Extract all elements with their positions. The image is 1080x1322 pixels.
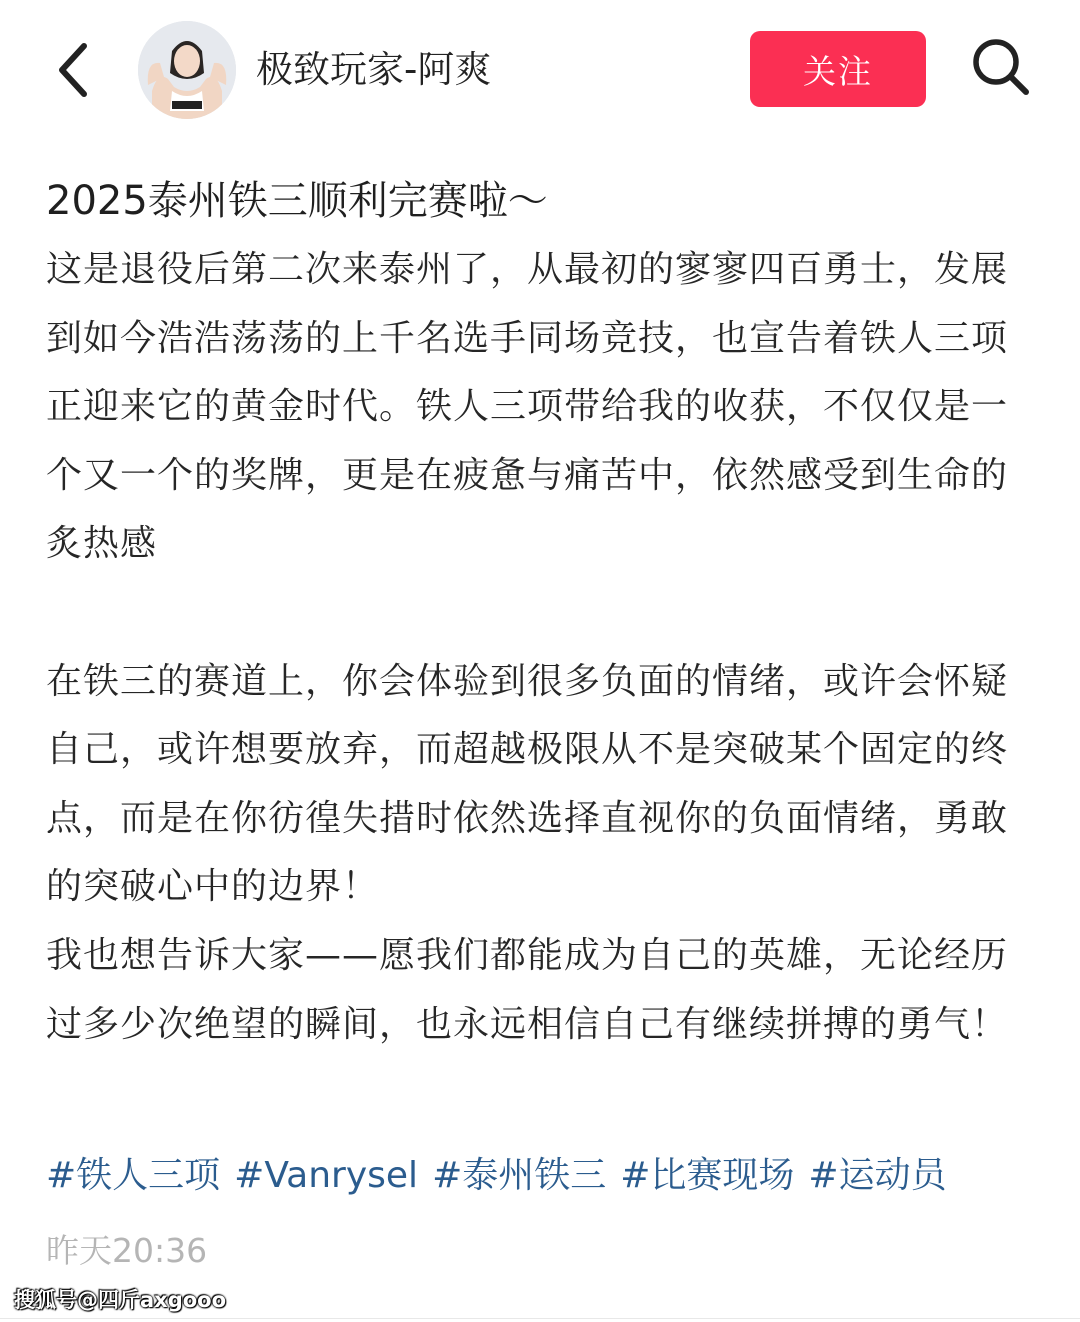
username[interactable]: 极致玩家-阿爽 [256, 48, 492, 91]
watermark: 搜狐号@四斤axgooo [14, 1288, 227, 1312]
hashtag[interactable]: #比赛现场 [620, 1155, 795, 1196]
post-body [46, 236, 1036, 1059]
post-time: 昨天20:36 [46, 1231, 208, 1270]
hashtag[interactable]: #泰州铁三 [432, 1155, 607, 1196]
avatar[interactable] [138, 21, 236, 119]
paragraph-gap [46, 579, 1036, 648]
hashtag[interactable]: #运动员 [808, 1155, 947, 1196]
search-icon [970, 36, 1032, 98]
paragraph-3: 我也想告诉大家——愿我们都能成为自己的英雄，无论经历过多少次绝望的瞬间，也永远相信自己有继续拼搏的勇气！ [46, 934, 1009, 1045]
paragraph-1: 这是退役后第二次来泰州了，从最初的寥寥四百勇士，发展到如今浩浩荡荡的上千名选手同场竞技，也宣告着铁人三项正迎来它的黄金时代。铁人三项带给我的收获，不仅仅是一个又一个的奖牌，更是在疲惫与痛苦中，依然感受到生命的炙热感 [46, 249, 1009, 565]
hashtag[interactable]: #铁人三项 [46, 1155, 221, 1196]
paragraph-2: 在铁三的赛道上，你会体验到很多负面的情绪，或许会怀疑自己，或许想要放弃，而超越极限从不是突破某个固定的终点，而是在你彷徨失措时依然选择直视你的负面情绪，勇敢的突破心中的边界！ [46, 660, 1009, 908]
header [0, 0, 1080, 140]
hashtag-list [46, 1146, 1046, 1206]
search-button[interactable] [968, 34, 1034, 100]
divider [0, 1318, 1080, 1319]
follow-button[interactable]: 关注 [750, 31, 926, 107]
chevron-left-icon [54, 40, 94, 100]
avatar-image [138, 21, 236, 119]
hashtag[interactable]: #Vanrysel [234, 1155, 419, 1196]
post-title: 2025泰州铁三顺利完赛啦～ [46, 178, 548, 224]
back-button[interactable] [44, 40, 104, 100]
